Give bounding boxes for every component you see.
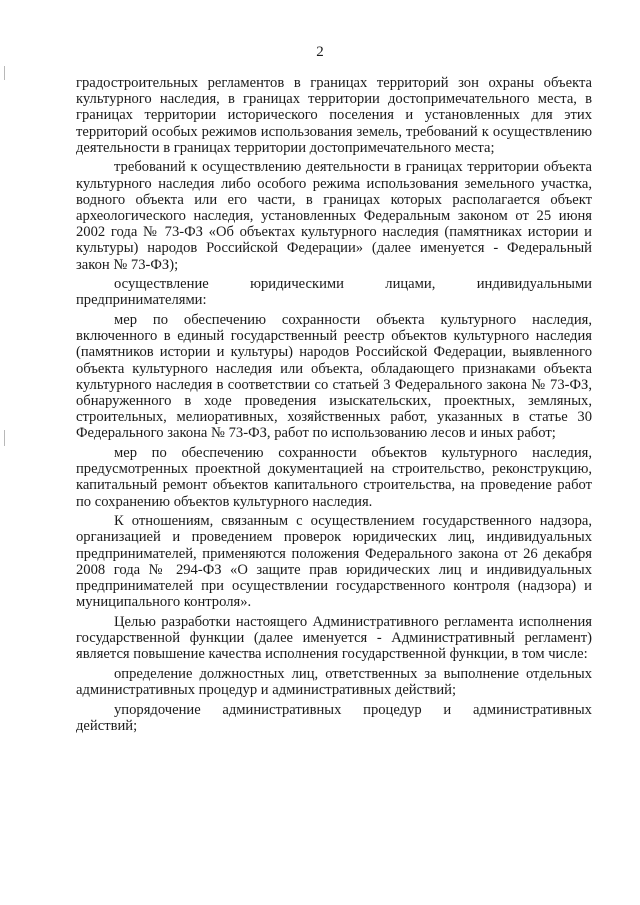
scan-edge-mark-top [4,66,5,80]
paragraph-implementation-line [76,276,592,292]
word: процедур [363,701,422,718]
scan-edge-mark-middle [4,430,5,446]
paragraph-implementation-continuation: предпринимателями: [76,292,207,309]
word: индивидуальными [476,276,592,293]
word: юридическими [250,276,344,293]
word: административных [222,701,342,718]
paragraph-activity-requirements: требований к осуществлению деятельности в границах территории объекта культурного наследия либо особого режима использования земельного участка, водного объекта или его части, в границах которых располагается объект археологического наследия, установленных Федеральным законом от 25 июня 2002 года № 73-ФЗ «Об объектах культурного наследия (памятниках истории и культуры) народов Российской Федерации» (далее именуется - Федеральный закон № 73-ФЗ); [76,159,592,273]
paragraph-regulation-purpose: Целью разработки настоящего Административного регламента исполнения государственной функции (далее именуется - Административный регламент) является повышение качества исполнения государственной функции, в том числе: [76,613,592,663]
word: осуществление [114,276,209,293]
paragraph-preservation-measures: мер по обеспечению сохранности объекта культурного наследия, включенного в единый государственный реестр объектов культурного наследия (памятников истории и культуры) народов Российской Федерации, выявленного объекта культурного наследия или объекта, обладающего признаками объекта культурного наследия в соответствии со статьей 3 Федерального закона № 73-ФЗ, обнаруженного в ходе проведения изыскательских, проектных, земляных, строительных, мелиоративных, хозяйственных работ, указанных в статье 30 Федерального закона № 73-ФЗ, работ по использованию лесов и иных работ; [76,312,592,442]
word: упорядочение [114,701,201,718]
word: и [443,701,452,718]
paragraph-urban-regulations: градостроительных регламентов в границах территорий зон охраны объекта культурного наследия, в границах территории достопримечательного места, в границах территории исторического поселения и установленных для этих территорий особых режимов использования земель, требований к осуществлению деятельности в границах территории достопримечательного места; [76,75,592,156]
paragraph-state-supervision-relations: К отношениям, связанным с осуществлением государственного надзора, организацией и проведением проверок юридических лиц, индивидуальных предпринимателей, применяются положения Федерального закона от 26 декабря 2008 года № 294-ФЗ «О защите прав юридических лиц и индивидуальных предпринимателей при осуществлении государственного контроля (надзора) и муниципального контроля». [76,513,592,611]
paragraph-ordering-continuation: действий; [76,717,138,734]
page-number: 2 [316,44,324,60]
paragraph-officials-definition: определение должностных лиц, ответственных за выполнение отдельных административных процедур и административных действий; [76,665,592,699]
word: административных [472,701,592,718]
paragraph-project-documentation-measures: мер по обеспечению сохранности объектов культурного наследия, предусмотренных проектной документацией на строительство, реконструкцию, капитальный ремонт объектов капитального строительства, на проведение работ по сохранению объектов культурного наследия. [76,445,592,510]
document-body [76,75,592,737]
word: лицами, [385,276,436,293]
paragraph-ordering-line [76,702,592,718]
